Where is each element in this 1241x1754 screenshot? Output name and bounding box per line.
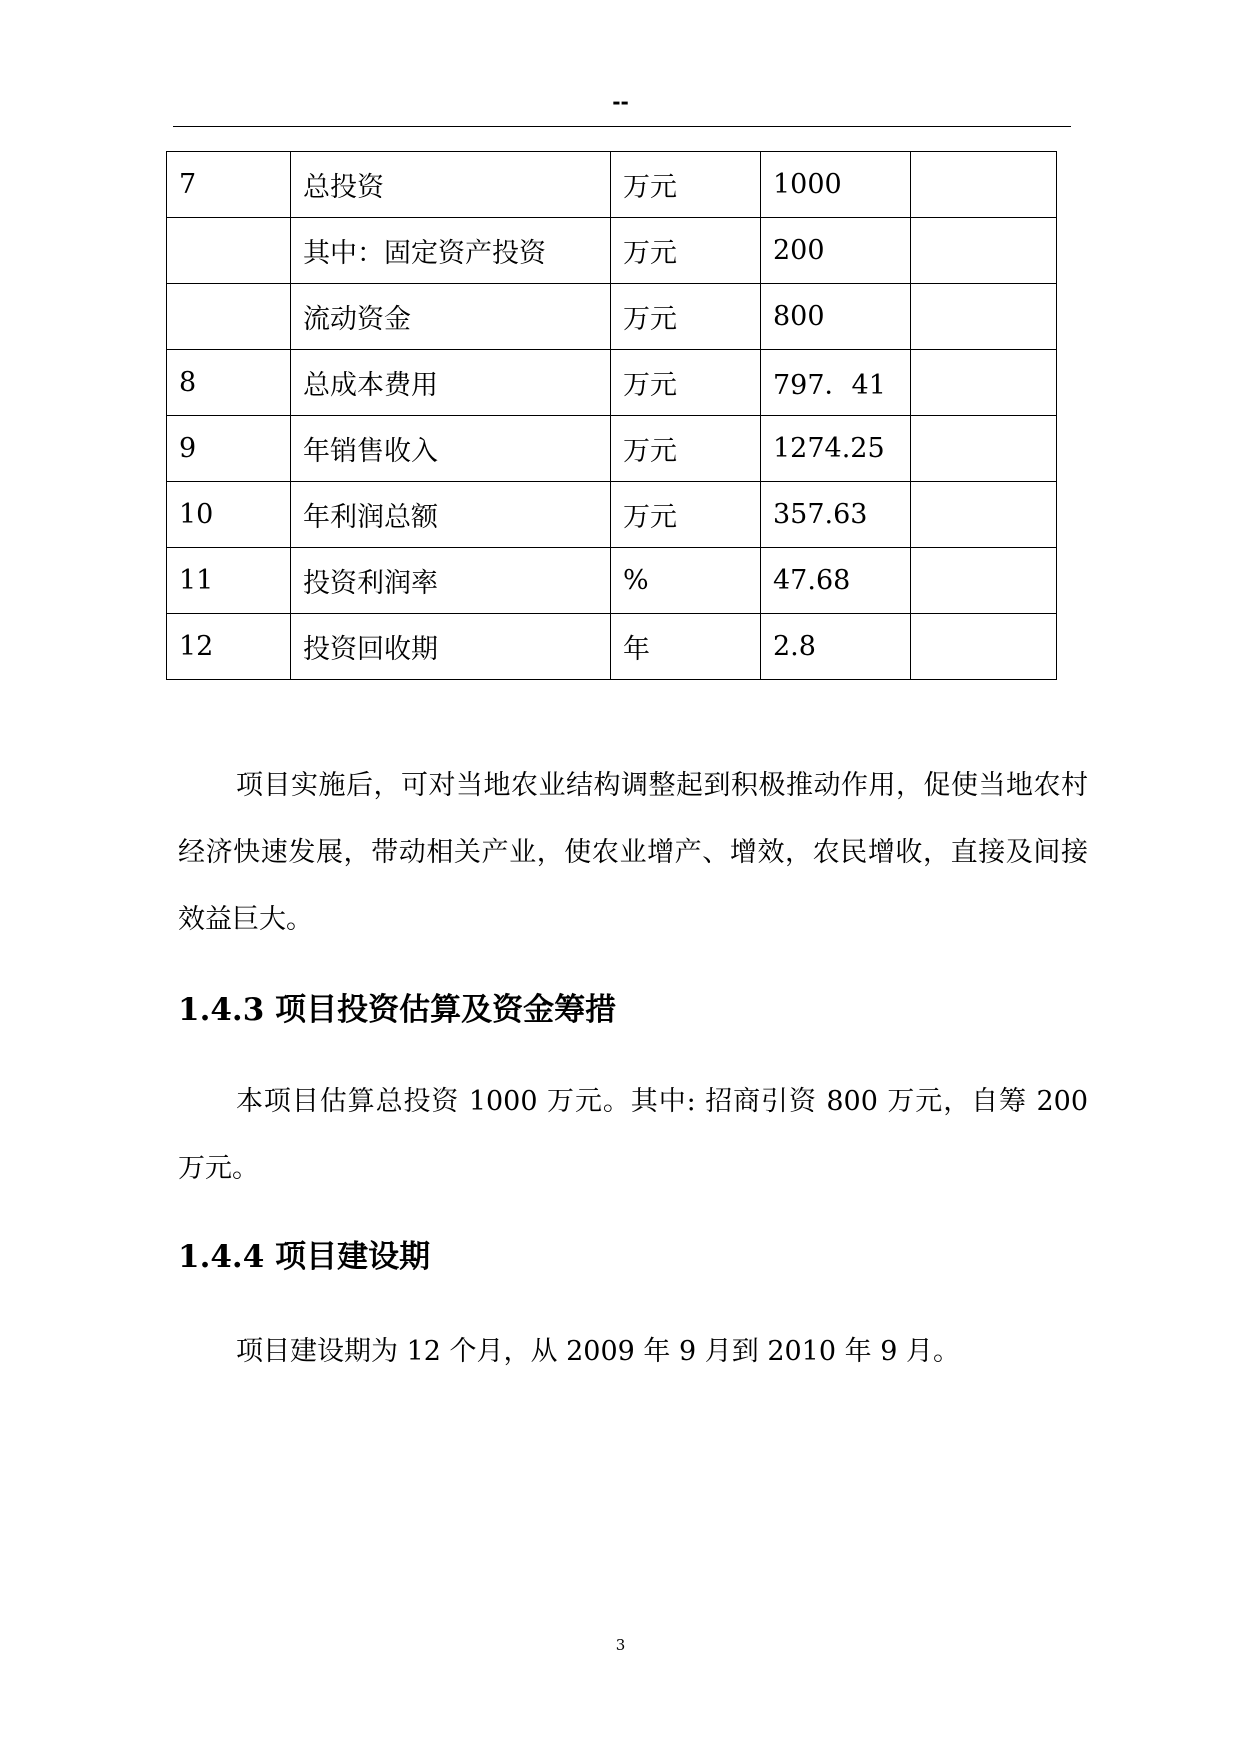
section-heading-construction: 1.4.4 项目建设期 — [178, 1239, 431, 1275]
table-cell: 其中：固定资产投资 — [291, 218, 611, 284]
table-cell — [911, 350, 1057, 416]
header-mark: -- — [612, 90, 629, 114]
table-cell: 年利润总额 — [291, 482, 611, 548]
table-cell: 万元 — [611, 416, 761, 482]
table-row — [167, 284, 1057, 350]
table-cell: 万元 — [611, 350, 761, 416]
table-cell — [167, 218, 291, 284]
table-cell: 年销售收入 — [291, 416, 611, 482]
table-cell: 万元 — [611, 152, 761, 218]
table-cell: 11 — [167, 548, 291, 614]
table-cell — [911, 614, 1057, 680]
table-cell: 12 — [167, 614, 291, 680]
table-cell: 投资利润率 — [291, 548, 611, 614]
table-cell: 投资回收期 — [291, 614, 611, 680]
table-cell: 357.63 — [761, 482, 911, 548]
table-cell — [911, 218, 1057, 284]
table-cell: 8 — [167, 350, 291, 416]
table-cell: 7 — [167, 152, 291, 218]
table-cell: 797．41 — [761, 350, 911, 416]
table-row — [167, 482, 1057, 548]
table-cell: 1000 — [761, 152, 911, 218]
table-cell: 1274.25 — [761, 416, 911, 482]
header-rule — [173, 126, 1071, 127]
table-cell: % — [611, 548, 761, 614]
table-cell — [911, 152, 1057, 218]
table-row — [167, 416, 1057, 482]
table-cell — [911, 482, 1057, 548]
table-cell: 47.68 — [761, 548, 911, 614]
table-cell: 总成本费用 — [291, 350, 611, 416]
table-cell: 万元 — [611, 482, 761, 548]
table-cell — [911, 416, 1057, 482]
table-cell: 总投资 — [291, 152, 611, 218]
table-cell: 万元 — [611, 284, 761, 350]
table-cell: 200 — [761, 218, 911, 284]
table-cell — [167, 284, 291, 350]
page-number: 3 — [615, 1636, 626, 1654]
table-row — [167, 548, 1057, 614]
table-cell: 流动资金 — [291, 284, 611, 350]
table-cell: 800 — [761, 284, 911, 350]
investment-table — [166, 151, 1057, 680]
table-cell: 10 — [167, 482, 291, 548]
table-cell: 万元 — [611, 218, 761, 284]
table-cell: 年 — [611, 614, 761, 680]
table-cell — [911, 548, 1057, 614]
table-cell — [911, 284, 1057, 350]
table-row — [167, 152, 1057, 218]
table-row — [167, 218, 1057, 284]
table-row — [167, 614, 1057, 680]
paragraph-construction: 项目建设期为 12 个月，从 2009 年 9 月到 2010 年 9 月。 — [236, 1336, 960, 1367]
table-cell: 2.8 — [761, 614, 911, 680]
table-row — [167, 350, 1057, 416]
paragraph-investment: 本项目估算总投资 1000 万元。其中: 招商引资 800 万元，自筹 200 万元。 — [178, 1086, 1088, 1184]
table-cell: 9 — [167, 416, 291, 482]
paragraph-benefits: 项目实施后，可对当地农业结构调整起到积极推动作用，促使当地农村经济快速发展，带动相关产业，使农业增产、增效，农民增收，直接及间接效益巨大。 — [178, 770, 1088, 935]
section-heading-investment: 1.4.3 项目投资估算及资金筹措 — [178, 992, 617, 1028]
